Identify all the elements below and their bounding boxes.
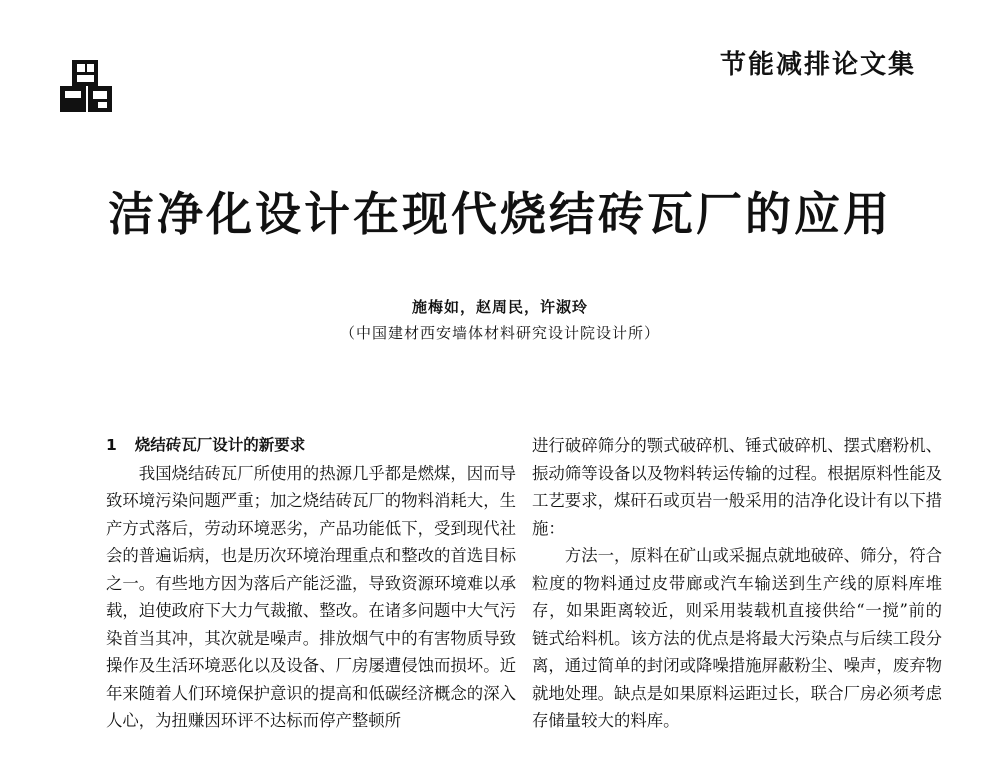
paper-affiliation: （中国建材西安墙体材料研究设计院设计所） <box>339 324 660 342</box>
right-column <box>532 432 942 735</box>
left-paragraph: 我国烧结砖瓦厂所使用的热源几乎都是燃煤，因而导致环境污染问题严重；加之烧结砖瓦厂的物料消耗大，生产方式落后，劳动环境恶劣，产品功能低下，受到现代社会的普遍诟病，也是历次环境治理重点和整改的首选目标之一。有些地方因为落后产能泛滥，导致资源环境难以承载，迫使政府下大力气裁撤、整改。在诸多问题中大气污染首当其冲，其次就是噪声。排放烟气中的有害物质导致操作及生活环境恶化以及设备、厂房屡遭侵蚀而损坏。近年来随着人们环境保护意识的提高和低碳经济概念的深入人心，为扭赚因环评不达标而停产整顿所 <box>106 463 516 730</box>
paper-title: 洁净化设计在现代烧结砖瓦厂的应用 <box>108 187 892 241</box>
left-column <box>106 432 516 735</box>
section-heading <box>106 432 516 460</box>
section-number: 1 <box>106 436 117 454</box>
paper-authors: 施梅如，赵周民，许淑玲 <box>411 298 588 316</box>
building-blocks-logo-icon <box>58 56 114 116</box>
section-title: 烧结砖瓦厂设计的新要求 <box>134 436 306 454</box>
right-paragraph-1: 进行破碎筛分的颚式破碎机、锤式破碎机、摆式磨粉机、振动筛等设备以及物料转运传输的过程。根据原料性能及工艺要求，煤矸石或页岩一般采用的洁净化设计有以下措施： <box>532 436 942 538</box>
right-paragraph-2: 方法一，原料在矿山或采掘点就地破碎、筛分，符合粒度的物料通过皮带廊或汽车输送到生产线的原料库堆存，如果距离较近，则采用装载机直接供给“一搅”前的链式给料机。该方法的优点是将最大污染点与后续工段分离，通过简单的封闭或降噪措施屏蔽粉尘、噪声，废弃物就地处理。缺点是如果原料运距过长，联合厂房必须考虑存储量较大的料库。 <box>532 546 942 730</box>
collection-title: 节能减排论文集 <box>719 50 916 80</box>
